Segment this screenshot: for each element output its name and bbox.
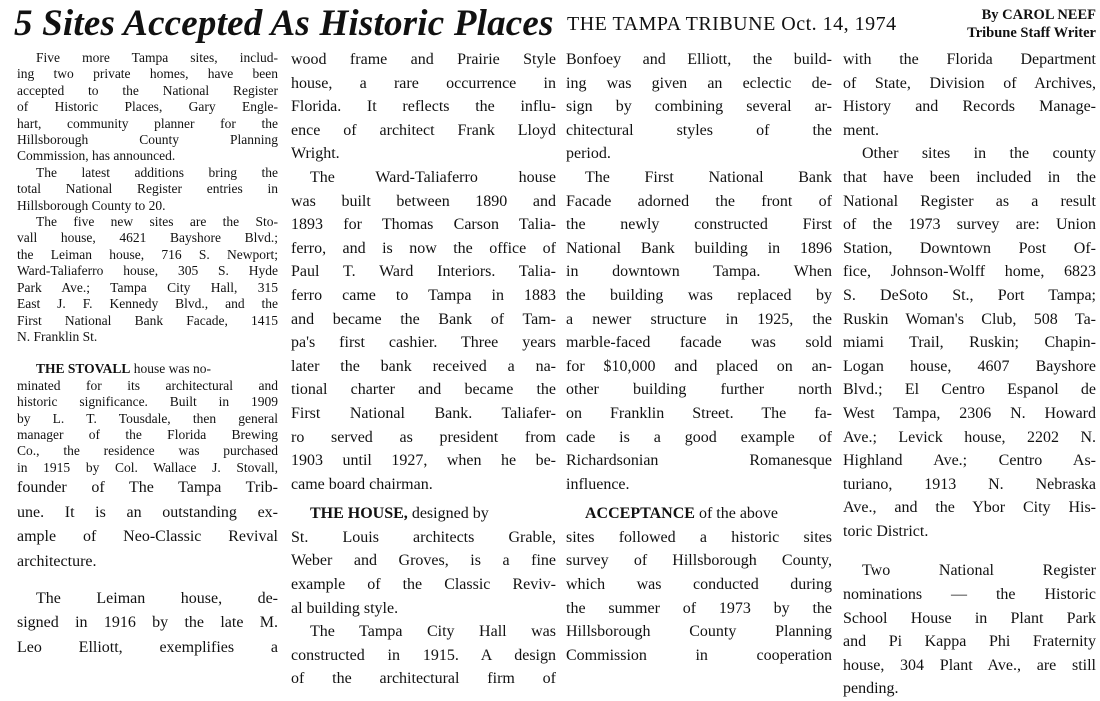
text-line: was built between 1890 and [291, 192, 556, 210]
paragraph [843, 48, 1096, 142]
text-line: signed in 1916 by the late M. [17, 614, 278, 632]
text-line: in downtown Tampa. When [566, 263, 832, 281]
text-line: Ward-Taliaferro house, 305 S. Hyde [17, 263, 278, 279]
paragraph [566, 48, 832, 166]
paragraph-continued [17, 476, 278, 574]
text-line: historic significance. Built in 1909 [17, 394, 278, 410]
text-line: Bonfoey and Elliott, the build- [566, 51, 832, 68]
text-line: Ruskin Woman's Club, 508 Ta- [843, 310, 1096, 328]
text-line: the summer of 1973 by the [566, 599, 832, 617]
text-line: chitectural styles of the [566, 121, 832, 139]
text-line: toric District. [843, 522, 929, 540]
text-line: Ave.; Levick house, 2202 N. [843, 428, 1096, 446]
text-line: Five more Tampa sites, includ- [36, 50, 278, 65]
text-line: other building further north [566, 381, 832, 399]
text-run: of the above [694, 505, 779, 523]
paragraph [17, 587, 278, 661]
text-line: of Historic Places, Gary Engle- [17, 99, 278, 115]
text-line: by L. T. Tousdale, then general [17, 410, 278, 426]
text-line: School House in Plant Park [843, 609, 1096, 627]
text-line: Two National Register [862, 562, 1096, 580]
paragraph [843, 142, 1096, 543]
paragraph [843, 559, 1096, 701]
text-line: The Tampa City Hall was [310, 623, 556, 641]
text-line [291, 502, 556, 526]
text-line: fice, Johnson-Wolff home, 6823 [843, 263, 1096, 281]
column-2 [291, 48, 556, 691]
text-line: National Bank building in 1896 [566, 239, 832, 257]
paragraph [291, 502, 556, 620]
column-1 [17, 50, 278, 660]
text-line: Richardsonian Romanesque [566, 452, 832, 470]
text-line: ing was given an eclectic de- [566, 74, 832, 92]
text-line: and Pi Kappa Phi Fraternity [843, 633, 1096, 651]
text-line: Hillsborough County to 20. [17, 197, 166, 213]
text-line: Weber and Groves, is a fine [291, 552, 556, 570]
text-line: in 1915 by Col. Wallace J. Stovall, [17, 459, 278, 475]
text-line: Leo Elliott, exemplifies a [17, 638, 278, 656]
text-line: came board chairman. [291, 475, 433, 493]
text-line: of the architectural firm of [291, 670, 556, 688]
text-line: Station, Downtown Post Of- [843, 239, 1096, 257]
text-line: ferro, and is now the office of [291, 239, 556, 257]
text-line: sites followed a historic sites [566, 528, 832, 546]
text-line: minated for its architectural and [17, 377, 278, 393]
text-line [17, 361, 278, 377]
text-line: East J. F. Kennedy Blvd., and the [17, 296, 278, 312]
text-line: Other sites in the county [862, 145, 1096, 163]
text-line: accepted to the National Register [17, 82, 278, 98]
text-line: the newly constructed First [566, 216, 832, 234]
column-4 [843, 48, 1096, 701]
paragraph [291, 48, 556, 166]
text-line: Logan house, 4607 Bayshore [843, 357, 1096, 375]
paragraph [17, 50, 278, 165]
text-line: nominations — the Historic [843, 586, 1096, 604]
text-line: Paul T. Ward Interiors. Talia- [291, 263, 556, 281]
text-line: National Register as a result [843, 192, 1096, 210]
text-line: Wright. [291, 145, 340, 163]
text-line: that have been included in the [843, 168, 1096, 186]
text-run: house was no- [130, 361, 212, 377]
text-line: ro served as president from [291, 428, 556, 446]
text-line: The latest additions bring the [36, 164, 278, 180]
paragraph [17, 214, 278, 345]
text-line: survey of Hillsborough County, [566, 552, 832, 570]
text-line [566, 502, 832, 526]
text-line: N. Franklin St. [17, 328, 98, 344]
paragraph [291, 620, 556, 691]
text-line: 1893 for Thomas Carson Talia- [291, 216, 556, 234]
text-line: wood frame and Prairie Style [291, 51, 556, 68]
text-line: Commission in cooperation [566, 646, 832, 664]
text-line: for $10,000 and placed on an- [566, 357, 832, 375]
text-line: tional charter and became the [291, 381, 556, 399]
text-line: S. DeSoto St., Port Tampa; [843, 286, 1096, 304]
text-line: manager of the Florida Brewing [17, 426, 278, 442]
text-line: of State, Division of Archives, [843, 74, 1096, 92]
text-line: pa's first cashier. Three years [291, 334, 556, 352]
text-line: a newer structure in 1925, the [566, 310, 832, 328]
text-line: example of the Classic Reviv- [291, 576, 556, 594]
text-line: with the Florida Department [843, 51, 1096, 68]
newspaper-dateline: THE TAMPA TRIBUNE Oct. 14, 1974 [567, 13, 897, 35]
text-line: The Ward-Taliaferro house [310, 168, 556, 186]
text-line: the Leiman house, 716 S. Newport; [17, 246, 278, 262]
text-line: Hillsborough County Planning [566, 623, 832, 641]
text-line: the building was replaced by [566, 286, 832, 304]
text-line: Facade adorned the front of [566, 192, 832, 210]
text-line: and became the Bank of Tam- [291, 310, 556, 328]
section-lead-in: ACCEPTANCE [585, 505, 695, 523]
paragraph [291, 166, 556, 496]
text-line: Highland Ave.; Centro As- [843, 452, 1096, 470]
text-line: cade is a good example of [566, 428, 832, 446]
text-line: St. Louis architects Grable, [291, 528, 556, 546]
column-3 [566, 48, 832, 667]
text-line: First National Bank. Taliafer- [291, 404, 556, 422]
paragraph [17, 165, 278, 214]
text-line: ample of Neo-Classic Revival [17, 528, 278, 546]
text-line: on Franklin Street. The fa- [566, 404, 832, 422]
text-line: The First National Bank [585, 168, 832, 186]
text-line: hart, community planner for the [17, 115, 278, 131]
byline-author: By CAROL NEEF [981, 7, 1096, 23]
text-line: later the bank received a na- [291, 357, 556, 375]
text-line: ment. [843, 121, 879, 139]
text-run: designed by [407, 505, 489, 523]
text-line: pending. [843, 680, 899, 698]
text-line: al building style. [291, 599, 399, 617]
text-line: Florida. It reflects the influ- [291, 98, 556, 116]
text-line: First National Bank Facade, 1415 [17, 312, 278, 328]
text-line: house, 304 Plant Ave., are still [843, 656, 1096, 674]
text-line: architecture. [17, 552, 97, 570]
section-lead-in: THE STOVALL [36, 361, 131, 377]
byline-title: Tribune Staff Writer [967, 25, 1096, 41]
text-line: Commission, has announced. [17, 148, 176, 164]
paragraph [566, 166, 832, 496]
text-line: which was conducted during [566, 576, 832, 594]
byline [932, 6, 1096, 42]
text-line: Blvd.; El Centro Espanol de [843, 381, 1096, 399]
text-line: 1903 until 1927, when he be- [291, 452, 556, 470]
text-line: miami Trail, Ruskin; Chapin- [843, 334, 1096, 352]
text-line: ence of architect Frank Lloyd [291, 121, 556, 139]
text-line: History and Records Manage- [843, 98, 1096, 116]
text-line: Hillsborough County Planning [17, 132, 278, 148]
text-line: Ave., and the Ybor City His- [843, 499, 1096, 517]
text-line: marble-faced facade was sold [566, 334, 832, 352]
text-line: West Tampa, 2306 N. Howard [843, 404, 1096, 422]
text-line: Park Ave.; Tampa City Hall, 315 [17, 279, 278, 295]
section-lead-in: THE HOUSE, [310, 505, 408, 523]
text-line: total National Register entries in [17, 181, 278, 197]
text-line: influence. [566, 475, 630, 493]
text-line: founder of The Tampa Trib- [17, 479, 278, 497]
text-line: period. [566, 145, 611, 163]
text-line: house, a rare occurrence in [291, 74, 556, 92]
text-line: ferro came to Tampa in 1883 [291, 286, 556, 304]
article-headline: 5 Sites Accepted As Historic Places [14, 3, 554, 44]
text-line: The Leiman house, de- [36, 589, 278, 607]
paragraph [17, 361, 278, 476]
text-line: ing two private homes, have been [17, 66, 278, 82]
text-line: The five new sites are the Sto- [36, 214, 278, 230]
text-line: turiano, 1913 N. Nebraska [843, 475, 1096, 493]
text-line: constructed in 1915. A design [291, 646, 556, 664]
text-line: une. It is an outstanding ex- [17, 503, 278, 521]
text-line: of the 1973 survey are: Union [843, 216, 1096, 234]
text-line: sign by combining several ar- [566, 98, 832, 116]
text-line: vall house, 4621 Bayshore Blvd.; [17, 230, 278, 246]
paragraph [566, 502, 832, 667]
text-line: Co., the residence was purchased [17, 443, 278, 459]
